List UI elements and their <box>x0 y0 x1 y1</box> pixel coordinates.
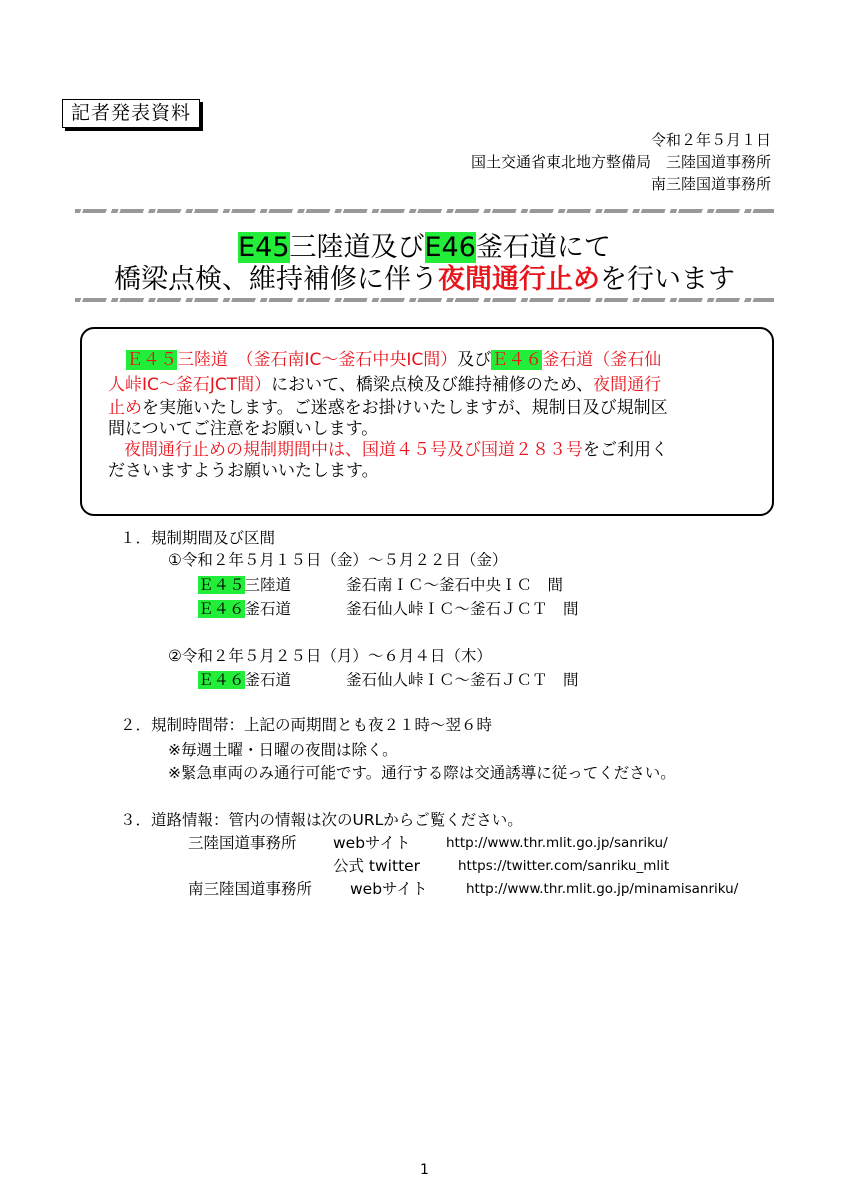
notice-text-red: 人峠IC～釜石JCT間） <box>108 375 272 395</box>
section-heading-1: １．規制期間及び区間 <box>120 529 276 547</box>
route-badge-e46: Ｅ４６ <box>491 350 543 370</box>
title-text: 釜石道にて <box>475 232 611 263</box>
notice-text-red: 夜間通行止めの規制期間中は、国道４５号及び国道２８３号 <box>124 440 583 460</box>
notice-text-red: 止め <box>108 398 142 418</box>
issuer-org: 国土交通省東北地方整備局 三陸国道事務所 <box>470 153 771 171</box>
notice-line <box>124 440 668 461</box>
notice-line <box>108 419 378 440</box>
closure-section: 釜石仙人峠ＩＣ～釜石ＪＣＴ 間 <box>346 600 579 618</box>
notice-line <box>108 398 668 419</box>
notice-line <box>108 461 379 482</box>
divider-bottom <box>75 298 774 302</box>
notice-line <box>126 350 661 371</box>
closure-section: 釜石南ＩＣ～釜石中央ＩＣ 間 <box>346 576 564 594</box>
route-badge-e45: Ｅ４５ <box>126 350 177 370</box>
title-emphasis: 夜間通行止め <box>438 264 600 295</box>
route-badge-e46: Ｅ４６ <box>198 600 245 618</box>
route-badge-e45: Ｅ４５ <box>198 576 245 594</box>
office-name: 南三陸国道事務所 <box>188 880 313 898</box>
divider-top <box>75 209 774 213</box>
title-text: 橋梁点検、維持補修に伴う <box>114 264 438 295</box>
notice-text: をご利用く <box>583 440 668 460</box>
notice-text: を実施いたします。ご迷惑をお掛けいたしますが、規制日及び規制区 <box>142 398 668 418</box>
website-link[interactable]: http://www.thr.mlit.go.jp/minamisanriku/ <box>466 881 739 897</box>
section-heading-3: ３．道路情報：管内の情報は次のURLからご覧ください。 <box>120 811 523 829</box>
website-link[interactable]: http://www.thr.mlit.go.jp/sanriku/ <box>446 835 668 851</box>
section-heading-2: ２．規制時間帯：上記の両期間とも夜２１時～翌６時 <box>120 716 493 734</box>
route-badge-e46: Ｅ４６ <box>198 671 245 689</box>
notice-text-red: 釜石道（釜石仙 <box>542 350 662 370</box>
twitter-link[interactable]: https://twitter.com/sanriku_mlit <box>458 858 670 874</box>
press-release-label: 記者発表資料 <box>62 99 200 128</box>
note: ※毎週土曜・日曜の夜間は除く。 <box>168 741 398 759</box>
issuer-org-2: 南三陸国道事務所 <box>650 175 771 193</box>
notice-text: において、橋梁点検及び維持補修のため、 <box>271 375 594 395</box>
closure-row <box>198 669 291 691</box>
release-date: 令和２年５月１日 <box>650 131 771 149</box>
notice-text: ださいますようお願いいたします。 <box>108 461 379 481</box>
closure-section: 釜石仙人峠ＩＣ～釜石ＪＣＴ 間 <box>346 671 579 689</box>
road-name: 三陸道 <box>244 576 292 594</box>
period-2: ②令和２年５月２５日（月）～６月４日（木） <box>168 647 492 665</box>
closure-row <box>198 598 291 620</box>
closure-row <box>198 574 291 596</box>
road-name: 釜石道 <box>244 600 292 618</box>
title-text: を行います <box>600 264 735 295</box>
notice-text-red: 三陸道 （釜石南IC～釜石中央IC間） <box>177 350 458 370</box>
link-type: webサイト <box>333 834 411 852</box>
page-title-line1 <box>0 230 849 265</box>
office-name: 三陸国道事務所 <box>188 834 297 852</box>
period-1: ①令和２年５月１５日（金）～５月２２日（金） <box>168 551 508 569</box>
notice-text: 及び <box>457 350 492 370</box>
page-number: 1 <box>420 1162 429 1178</box>
route-badge-e46: E46 <box>424 232 476 263</box>
route-badge-e45: E45 <box>238 232 290 263</box>
link-type: 公式 twitter <box>333 857 421 875</box>
title-text: 三陸道及び <box>289 232 425 263</box>
link-type: webサイト <box>350 880 428 898</box>
note: ※緊急車両のみ通行可能です。通行する際は交通誘導に従ってください。 <box>168 764 676 782</box>
notice-text-red: 夜間通行 <box>593 375 662 395</box>
notice-line <box>108 375 661 396</box>
road-name: 釜石道 <box>244 671 292 689</box>
notice-text: 間についてご注意をお願いします。 <box>108 419 379 439</box>
page-title-line2 <box>0 262 849 297</box>
